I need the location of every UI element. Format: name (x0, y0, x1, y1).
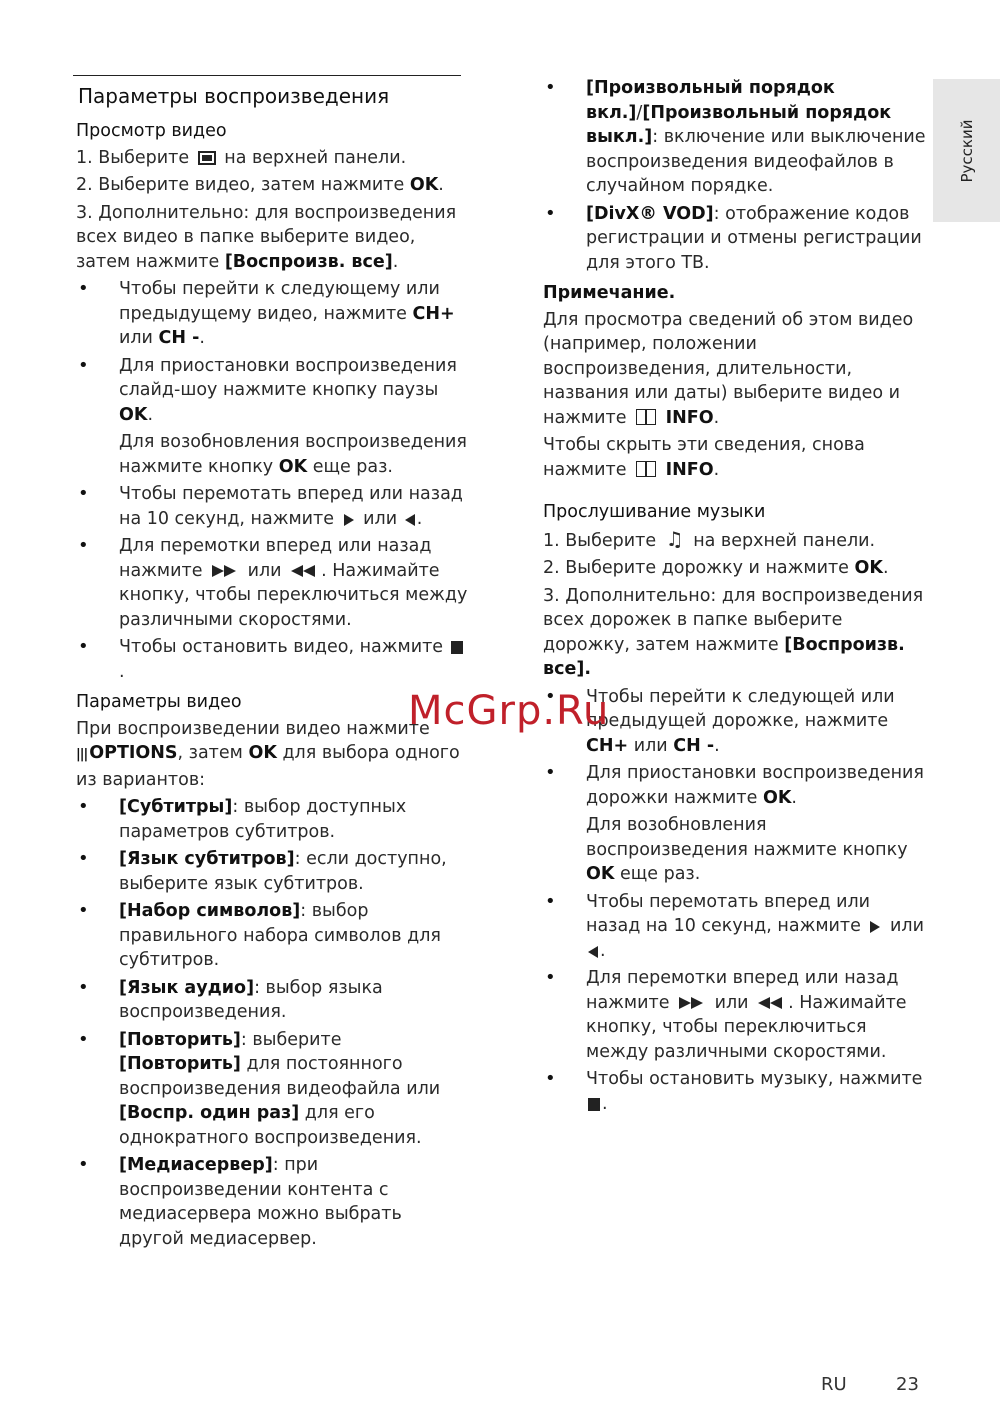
info-icon (636, 461, 656, 477)
video-bullet-resume: Для возобновления воспроизведения нажмите кнопку OK еще раз. (119, 432, 467, 477)
note-text-1: Для просмотра сведений об этом видео (например, положении воспроизведения, длительности, названия или даты) выберите видео и нажмите INFO. (543, 309, 914, 428)
options-heading: Параметры видео (76, 692, 242, 712)
option-subtitles: • [Субтитры]: выбор доступных параметров субтитров. (76, 795, 468, 844)
music-step-1: 1. Выберите ♫ на верхней панели. (543, 526, 876, 551)
footer-language: RU (821, 1374, 847, 1395)
options-icon: ||| (76, 747, 88, 762)
watermark: McGrp.Ru (408, 688, 610, 734)
rewind-icon (291, 565, 317, 577)
music-heading: Прослушивание музыки (543, 502, 766, 522)
back-icon (588, 946, 598, 958)
option-audio-language: • [Язык аудио]: выбор языка воспроизведения. (76, 976, 468, 1025)
video-step-1: 1. Выберите на верхней панели. (76, 147, 407, 168)
music-bullet-ff: • Для перемотки вперед или назад нажмите или . Нажимайте кнопку, чтобы переключиться между различными скоростями. (543, 966, 929, 1064)
play-icon (344, 514, 354, 526)
video-bullet-skip: • Чтобы перемотать вперед или назад на 10 секунд, нажмите или . (76, 482, 468, 531)
music-bullet-next: • Чтобы перейти к следующей или предыдущей дорожке, нажмите CH+ или CH -. (543, 685, 929, 759)
back-icon (405, 514, 415, 526)
option-shuffle: • [Произвольный порядок вкл.]/[Произвольный порядок выкл.]: включение или выключение воспроизведения видеофайлов в случайном порядке. (543, 76, 929, 199)
video-bullet-ff: • Для перемотки вперед или назад нажмите или . Нажимайте кнопку, чтобы переключиться между различными скоростями. (76, 534, 468, 632)
left-column (76, 75, 468, 1254)
fast-forward-icon (679, 997, 705, 1009)
language-side-tab: Русский (933, 79, 1000, 222)
page-number: 23 (896, 1374, 919, 1395)
note-heading: Примечание. (543, 283, 676, 303)
info-icon (636, 409, 656, 425)
options-intro: При воспроизведении видео нажмите ||| OPTIONS, затем OK для выбора одного из вариантов: (76, 718, 460, 790)
play-icon (870, 921, 880, 933)
video-icon (198, 151, 216, 165)
music-icon: ♫ (665, 526, 684, 551)
music-step-3: 3. Дополнительно: для воспроизведения всех дорожек в папке выберите дорожку, затем нажмите [Воспроизв. все]. (543, 585, 924, 679)
right-column (543, 76, 929, 1119)
music-bullet-resume: Для возобновления воспроизведения нажмите кнопку OK еще раз. (586, 815, 908, 884)
music-bullet-stop: • Чтобы остановить музыку, нажмите . (543, 1067, 929, 1116)
video-step-2: 2. Выберите видео, затем нажмите OK. (76, 175, 444, 195)
rewind-icon (758, 997, 784, 1009)
section-title: Параметры воспроизведения (78, 84, 390, 108)
video-bullet-next: • Чтобы перейти к следующему или предыдущему видео, нажмите CH+ или CH -. (76, 277, 468, 351)
music-bullet-skip: • Чтобы перемотать вперед или назад на 10 секунд, нажмите или . (543, 890, 929, 964)
option-divx: • [DivX® VOD]: отображение кодов регистрации и отмены регистрации для этого ТВ. (543, 202, 929, 276)
note-text-2: Чтобы скрыть эти сведения, снова нажмите INFO. (543, 435, 865, 480)
option-subtitle-language: • [Язык субтитров]: если доступно, выберите язык субтитров. (76, 847, 468, 896)
video-bullet-pause: • Для приостановки воспроизведения слайд-шоу нажмите кнопку паузы OK. (76, 354, 468, 428)
stop-icon (451, 641, 463, 654)
option-repeat: • [Повторить]: выберите [Повторить] для постоянного воспроизведения видеофайла или [Воспр. один раз] для его однократного воспроизведения. (76, 1028, 468, 1151)
music-step-2: 2. Выберите дорожку и нажмите OK. (543, 558, 889, 578)
music-bullet-pause: • Для приостановки воспроизведения дорожки нажмите OK. (543, 761, 929, 810)
stop-icon (588, 1098, 600, 1111)
option-media-server: • [Медиасервер]: при воспроизведении контента с медиасервера можно выбрать другой медиасервер. (76, 1153, 468, 1251)
video-heading: Просмотр видео (76, 121, 227, 141)
video-step-3: 3. Дополнительно: для воспроизведения всех видео в папке выберите видео, затем нажмите [Воспроизв. все]. (76, 202, 457, 272)
fast-forward-icon (212, 565, 238, 577)
video-bullet-stop: • Чтобы остановить видео, нажмите . (76, 635, 468, 684)
option-character-set: • [Набор символов]: выбор правильного набора символов для субтитров. (76, 899, 468, 973)
